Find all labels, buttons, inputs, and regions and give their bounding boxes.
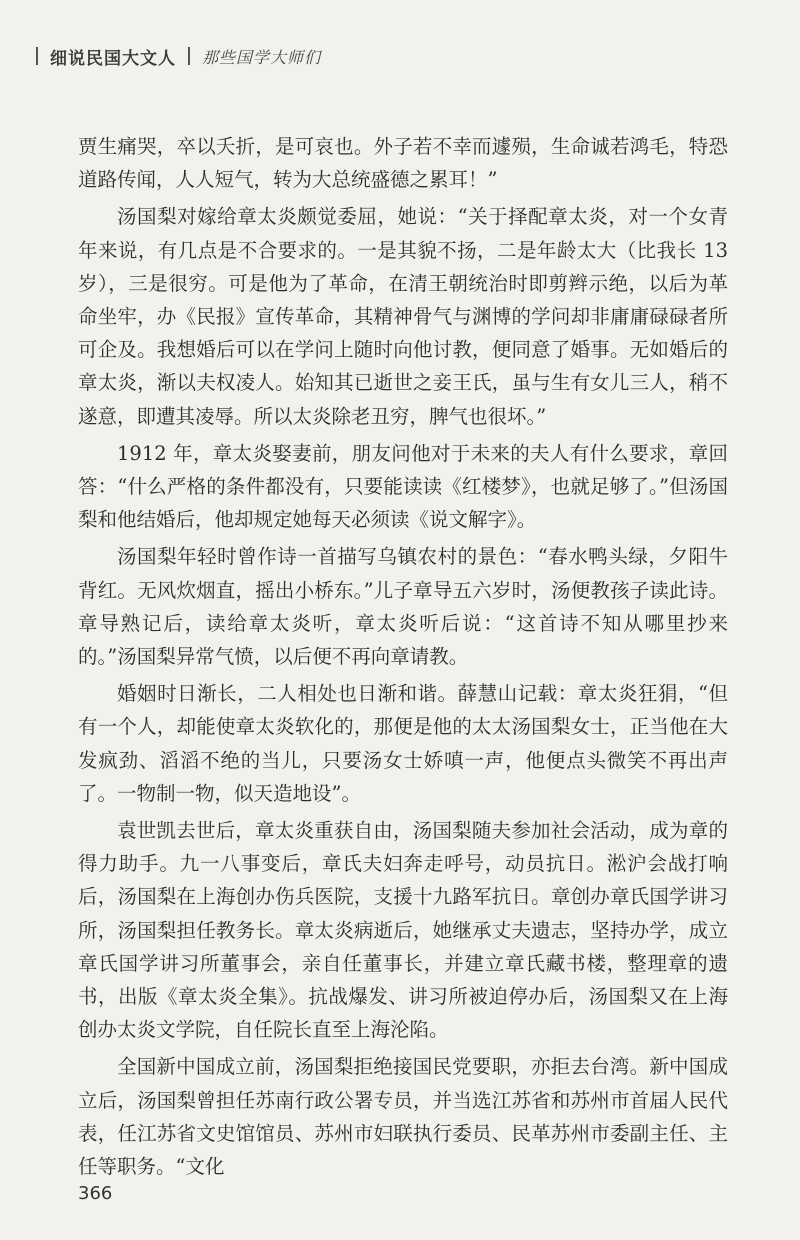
paragraph: 1912 年，章太炎娶妻前，朋友问他对于未来的夫人有什么要求，章回答：“什么严格的条件都没有，只要能读读《红楼梦》，也就足够了。”但汤国梨和他结婚后，他却规定她每天必须读《说文解字》。 [78,441,728,532]
header-divider [36,47,38,65]
chapter-subtitle: 那些国学大师们 [202,47,322,67]
paragraph: 汤国梨年轻时曾作诗一首描写乌镇农村的景色：“春水鸭头绿，夕阳牛背红。无风炊烟直，摇出小桥东。”儿子章导五六岁时，汤便教孩子读此诗。章导熟记后，读给章太炎听，章太炎听后说：“这首诗不知从哪里抄来的。”汤国梨异常气愤，以后便不再向章请教。 [78,545,728,669]
page-number: 366 [78,1183,113,1204]
header-divider [188,47,190,65]
paragraph: 婚姻时日渐长，二人相处也日渐和谐。薛慧山记载：章太炎狂狷，“但有一个人，却能使章太炎软化的，那便是他的太太汤国梨女士，正当他在大发疯劲、滔滔不绝的当儿，只要汤女士娇嗔一声，他便点头微笑不再出声了。一物制一物，似天造地设”。 [78,682,728,805]
paragraph: 全国新中国成立前，汤国梨拒绝接国民党要职，亦拒去台湾。新中国成立后，汤国梨曾担任苏南行政公署专员，并当选江苏省和苏州市首届人民代表，任江苏省文史馆馆员、苏州市妇联执行委员、民革苏州市委副主任、主任等职务。“文化 [78,1055,728,1179]
paragraph: 汤国梨对嫁给章太炎颇觉委屈，她说：“关于择配章太炎，对一个女青年来说，有几点是不合要求的。一是其貌不扬，二是年龄太大（比我长 13 岁），三是很穷。可是他为了革命，在清王朝统治时即剪辫示绝，以后为革命坐牢，办《民报》宣传革命，其精神骨气与渊博的学问却非庸庸碌碌者所可企及。我想婚后可以在学问上随时向他讨教，便同意了婚事。无如婚后的章太炎，渐以夫权凌人。始知其已逝世之妾王氏，虽与生有女儿三人，稍不遂意，即遭其凌辱。所以太炎除老丑穷，脾气也很坏。” [78,205,728,428]
running-head [36,44,321,68]
series-title: 细说民国大文人 [50,48,176,69]
paragraph: 贾生痛哭，卒以夭折，是可哀也。外子若不幸而遽殒，生命诚若鸿毛，特恐道路传闻，人人短气，转为大总统盛德之累耳！” [78,135,728,192]
paragraph: 袁世凯去世后，章太炎重获自由，汤国梨随夫参加社会活动，成为章的得力助手。九一八事变后，章氏夫妇奔走呼号，动员抗日。淞沪会战打响后，汤国梨在上海创办伤兵医院，支援十九路军抗日。章创办章氏国学讲习所，汤国梨担任教务长。章太炎病逝后，她继承丈夫遗志，坚持办学，成立章氏国学讲习所董事会，亲自任董事长，并建立章氏藏书楼，整理章的遗书，出版《章太炎全集》。抗战爆发、讲习所被迫停办后，汤国梨又在上海创办太炎文学院，自任院长直至上海沦陷。 [78,819,728,1042]
body-text [78,130,728,1187]
